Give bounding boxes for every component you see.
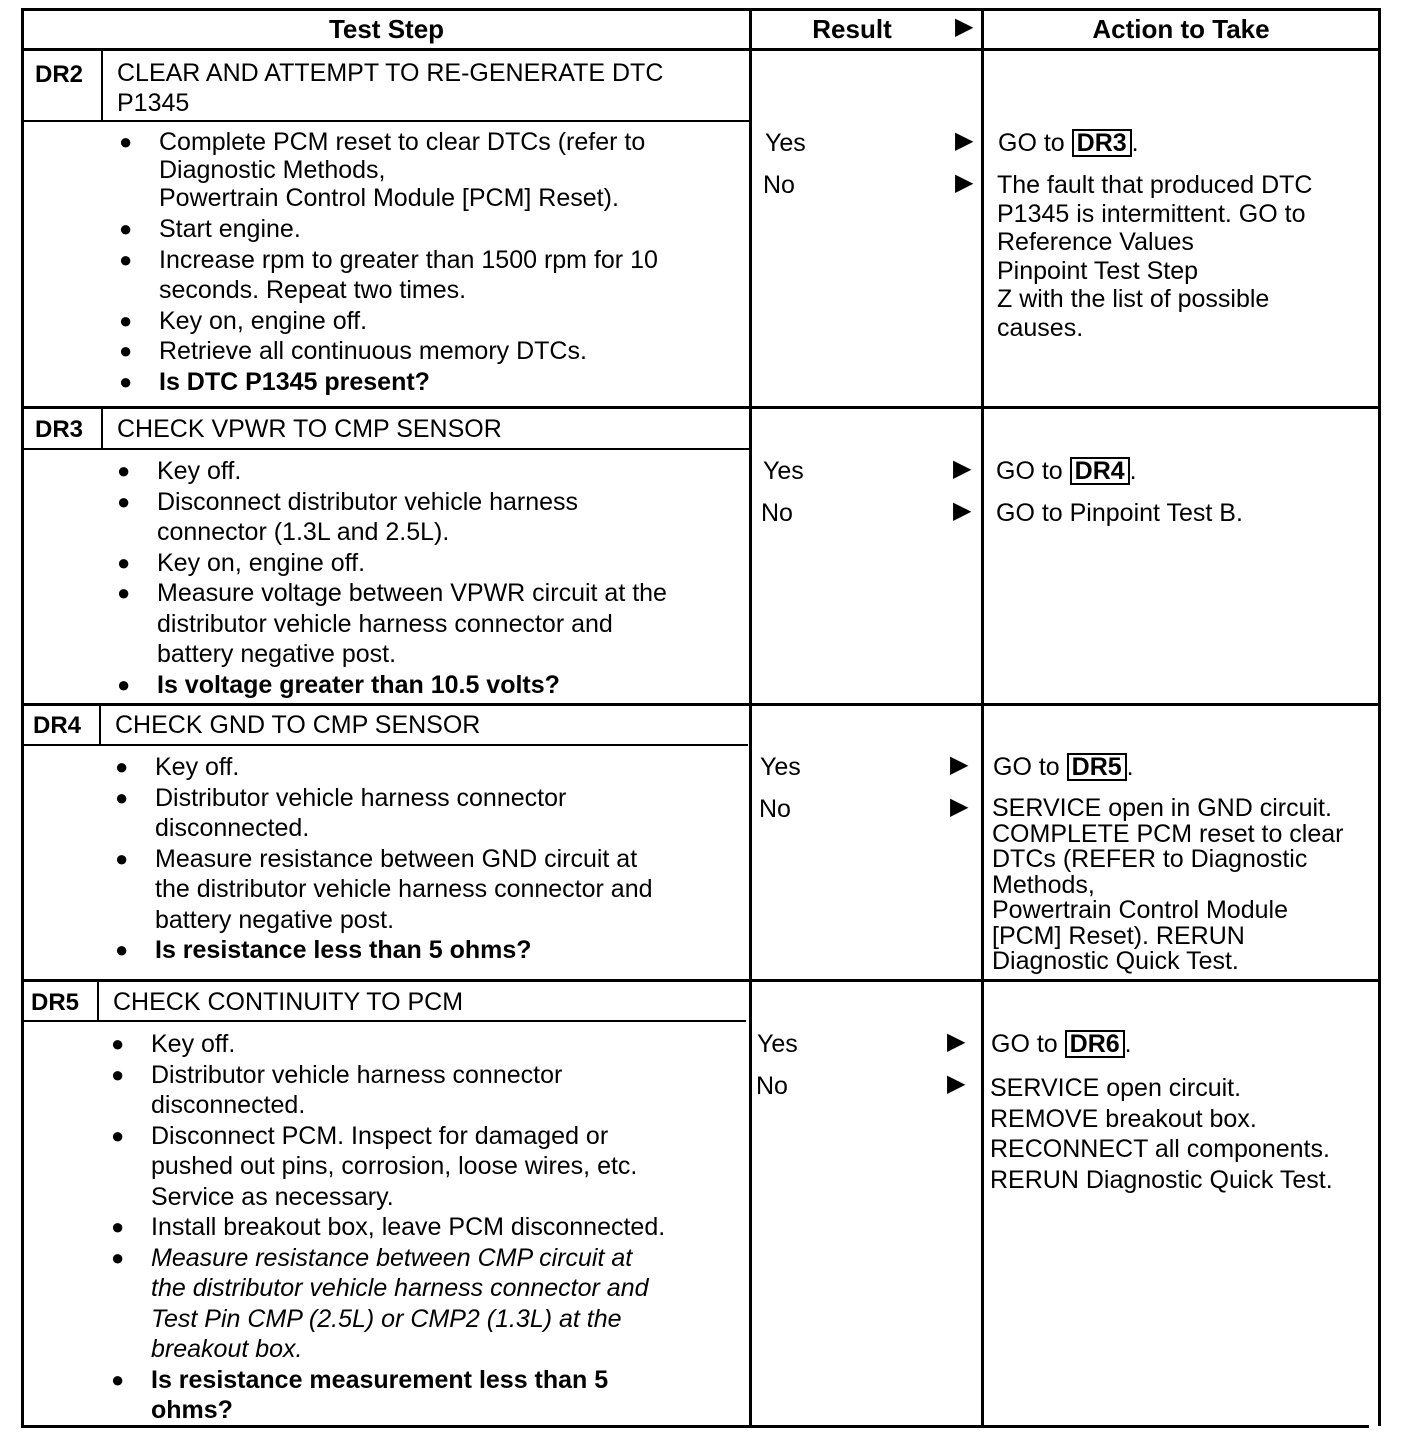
yes-action bbox=[993, 752, 1134, 782]
result-no: No bbox=[756, 1072, 788, 1100]
table-border-top bbox=[21, 8, 1381, 11]
step-code: DR5 bbox=[31, 989, 80, 1016]
table-border-left bbox=[21, 8, 24, 1426]
instruction-item: ● Install breakout box, leave PCM disconnected. bbox=[103, 1212, 743, 1243]
no-action: GO to Pinpoint Test B. bbox=[996, 499, 1243, 527]
title-underline bbox=[21, 744, 748, 746]
no-action: The fault that produced DTC P1345 is intermittent. GO to Reference Values Pinpoint Test Step Z with the list of possible causes. bbox=[997, 171, 1313, 342]
instruction-item: ● Key off. bbox=[103, 1029, 743, 1060]
no-arrow-icon: ▶ bbox=[953, 497, 972, 524]
result-yes: Yes bbox=[765, 129, 806, 157]
row-divider bbox=[21, 406, 1381, 409]
result-yes: Yes bbox=[763, 457, 804, 485]
instruction-item: ● Distributor vehicle harness connector disconnected. bbox=[107, 783, 737, 844]
table-border-right bbox=[1378, 8, 1381, 1426]
no-arrow-icon: ▶ bbox=[950, 793, 969, 820]
instruction-item: ● Key on, engine off. bbox=[109, 548, 739, 579]
instruction-item: ● Key on, engine off. bbox=[111, 306, 741, 337]
header-action: Action to Take bbox=[1092, 14, 1270, 44]
no-action: SERVICE open in GND circuit. COMPLETE PCM reset to clear DTCs (REFER to Diagnostic Methods, Powertrain Control Module [PCM] Reset). RERUN Diagnostic Quick Test. bbox=[992, 794, 1344, 975]
result-yes: Yes bbox=[760, 753, 801, 781]
instruction-item: ● Key off. bbox=[107, 752, 737, 783]
yes-action bbox=[996, 456, 1137, 486]
header-result: Result bbox=[812, 14, 892, 44]
goto-step-link[interactable]: DR3 bbox=[1072, 129, 1132, 157]
goto-step-link[interactable]: DR6 bbox=[1065, 1030, 1125, 1058]
step-code: DR4 bbox=[33, 712, 82, 739]
step-instructions bbox=[109, 456, 739, 700]
yes-arrow-icon: ▶ bbox=[955, 127, 974, 154]
yes-action bbox=[991, 1029, 1132, 1059]
no-arrow-icon: ▶ bbox=[955, 169, 974, 196]
goto-step-link[interactable]: DR4 bbox=[1070, 457, 1130, 485]
row-divider bbox=[21, 979, 1381, 982]
instruction-item: ● Key off. bbox=[109, 456, 739, 487]
step-code: DR2 bbox=[35, 61, 84, 88]
instruction-item: ● Retrieve all continuous memory DTCs. bbox=[111, 336, 741, 367]
diagnostic-table bbox=[21, 8, 1381, 1428]
goto-step-link[interactable]: DR5 bbox=[1067, 753, 1127, 781]
yes-action-suffix: . bbox=[1129, 457, 1137, 485]
instruction-question: ● Is voltage greater than 10.5 volts? bbox=[109, 670, 739, 701]
yes-action bbox=[998, 128, 1139, 158]
instruction-item: ● Measure resistance between GND circuit at the distributor vehicle harness connector and battery negative post. bbox=[107, 844, 737, 936]
code-divider bbox=[99, 706, 101, 746]
yes-action-prefix: GO to bbox=[996, 457, 1070, 485]
step-title: CLEAR AND ATTEMPT TO RE-GENERATE DTC P1345 bbox=[117, 59, 664, 117]
title-underline bbox=[21, 1020, 746, 1022]
result-yes: Yes bbox=[757, 1030, 798, 1058]
header-test-step: Test Step bbox=[328, 14, 445, 44]
instruction-item: ● Disconnect distributor vehicle harness connector (1.3L and 2.5L). bbox=[109, 487, 739, 548]
row-divider bbox=[21, 703, 1381, 706]
title-underline bbox=[21, 448, 750, 450]
yes-action-prefix: GO to bbox=[993, 753, 1067, 781]
instruction-item: ● Increase rpm to greater than 1500 rpm for 10 seconds. Repeat two times. bbox=[111, 245, 741, 306]
result-no: No bbox=[759, 795, 791, 823]
yes-arrow-icon: ▶ bbox=[947, 1028, 966, 1055]
yes-action-suffix: . bbox=[1124, 1030, 1132, 1058]
instruction-item: ● Measure resistance between CMP circuit at the distributor vehicle harness connector and Test Pin CMP (2.5L) or CMP2 (1.3L) at the breakout box. bbox=[103, 1243, 743, 1365]
instruction-item: ● Measure voltage between VPWR circuit at the distributor vehicle harness connector and battery negative post. bbox=[109, 578, 739, 670]
instruction-item: ● Complete PCM reset to clear DTCs (refer to Diagnostic Methods, Powertrain Control Module [PCM] Reset). bbox=[111, 128, 741, 212]
column-divider-result bbox=[749, 8, 752, 1426]
step-title: CHECK GND TO CMP SENSOR bbox=[115, 711, 481, 739]
yes-action-suffix: . bbox=[1131, 129, 1139, 157]
header-result-arrow-icon: ▶ bbox=[955, 13, 974, 40]
step-instructions bbox=[111, 128, 741, 397]
step-title: CHECK VPWR TO CMP SENSOR bbox=[117, 415, 502, 443]
yes-arrow-icon: ▶ bbox=[950, 751, 969, 778]
code-divider bbox=[97, 982, 99, 1022]
yes-action-prefix: GO to bbox=[998, 129, 1072, 157]
result-no: No bbox=[763, 171, 795, 199]
yes-action-suffix: . bbox=[1126, 753, 1134, 781]
step-title: CHECK CONTINUITY TO PCM bbox=[113, 988, 464, 1016]
code-divider bbox=[101, 51, 103, 121]
yes-arrow-icon: ▶ bbox=[953, 455, 972, 482]
instruction-question: ● Is DTC P1345 present? bbox=[111, 367, 741, 398]
code-divider bbox=[101, 409, 103, 449]
no-action: SERVICE open circuit. REMOVE breakout box. RECONNECT all components. RERUN Diagnostic Quick Test. bbox=[990, 1074, 1333, 1194]
instruction-item: ● Start engine. bbox=[111, 214, 741, 245]
instruction-item: ● Distributor vehicle harness connector disconnected. bbox=[103, 1060, 743, 1121]
yes-action-prefix: GO to bbox=[991, 1030, 1065, 1058]
column-divider-action bbox=[981, 8, 984, 1426]
instruction-item: ● Disconnect PCM. Inspect for damaged or pushed out pins, corrosion, loose wires, etc. Service as necessary. bbox=[103, 1121, 743, 1213]
step-instructions bbox=[107, 752, 737, 966]
step-instructions bbox=[103, 1029, 743, 1426]
instruction-question: ● Is resistance less than 5 ohms? bbox=[107, 935, 737, 966]
no-arrow-icon: ▶ bbox=[947, 1070, 966, 1097]
step-code: DR3 bbox=[35, 416, 84, 443]
result-no: No bbox=[761, 499, 793, 527]
instruction-question: ● Is resistance measurement less than 5 ohms? bbox=[103, 1365, 743, 1426]
title-underline bbox=[21, 120, 750, 122]
